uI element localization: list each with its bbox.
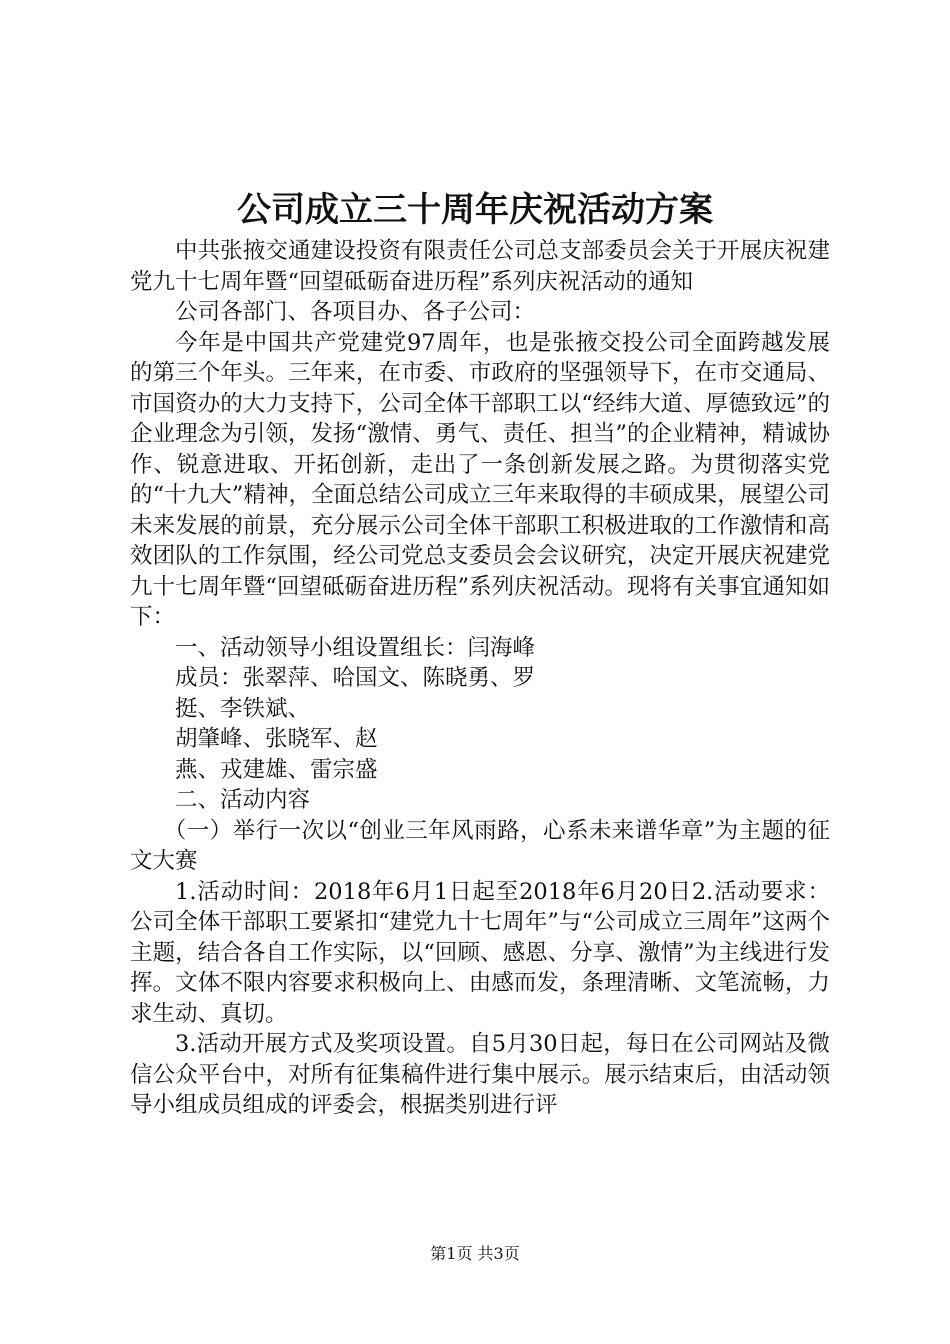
activity-method-and-awards: 3.活动开展方式及奖项设置。自5月30日起，每日在公司网站及微信公众平台中，对所有征集稿件进行集中展示。展示结束后，由活动领导小组成员组成的评委会，根据类别进行评 <box>130 1031 830 1118</box>
members-line-2: 挺、李铁斌、 <box>175 695 311 722</box>
members-line-4: 燕、戎建雄、雷宗盛 <box>175 756 378 783</box>
intro-paragraph: 今年是中国共产党建党97周年，也是张掖交投公司全面跨越发展的第三个年头。三年来，在市委、市政府的坚强领导下，在市交通局、市国资办的大力支持下，公司全体干部职工以“经纬大道、厚德致远”的企业理念为引领，发扬“激情、勇气、责任、担当”的企业精神，精诚协作、锐意进取、开拓创新，走出了一条创新发展之路。为贯彻落实党的“十九大”精神，全面总结公司成立三年来取得的丰硕成果，展望公司未来发展的前景，充分展示公司全体干部职工积极进取的工作激情和高效团队的工作氛围，经公司党总支委员会会议研究，决定开展庆祝建党九十七周年暨“回望砥砺奋进历程”系列庆祝活动。现将有关事宜通知如下： <box>130 329 830 630</box>
members-line-3: 胡肇峰、张晓军、赵 <box>175 726 378 752</box>
section-leadership-group: 一、活动领导小组设置组长：闫海峰 <box>175 634 536 661</box>
salutation-paragraph: 公司各部门、各项目办、各子公司： <box>175 299 536 325</box>
subsection-essay-contest: （一）举行一次以“创业三年风雨路，心系未来谱华章”为主题的征文大赛 <box>130 817 830 874</box>
document-body <box>130 236 830 1121</box>
notice-heading-paragraph: 中共张掖交通建设投资有限责任公司总支部委员会关于开展庆祝建党九十七周年暨“回望砥砺奋进历程”系列庆祝活动的通知 <box>130 238 830 295</box>
members-line-1: 成员：张翠萍、哈国文、陈晓勇、罗 <box>175 665 536 691</box>
document-title: 公司成立三十周年庆祝活动方案 <box>237 190 713 230</box>
activity-time-and-requirements: 1.活动时间：2018年6月1日起至2018年6月20日2.活动要求：公司全体干部职工要紧扣“建党九十七周年”与“公司成立三周年”这两个主题，结合各自工作实际，以“回顾、感恩、分享、激情”为主线进行发挥。文体不限内容要求积极向上、由感而发，条理清晰、文笔流畅，力求生动、真切。 <box>130 878 830 1027</box>
page-footer: 第1页 共3页 <box>430 1244 520 1263</box>
section-activity-content: 二、活动内容 <box>175 787 311 813</box>
